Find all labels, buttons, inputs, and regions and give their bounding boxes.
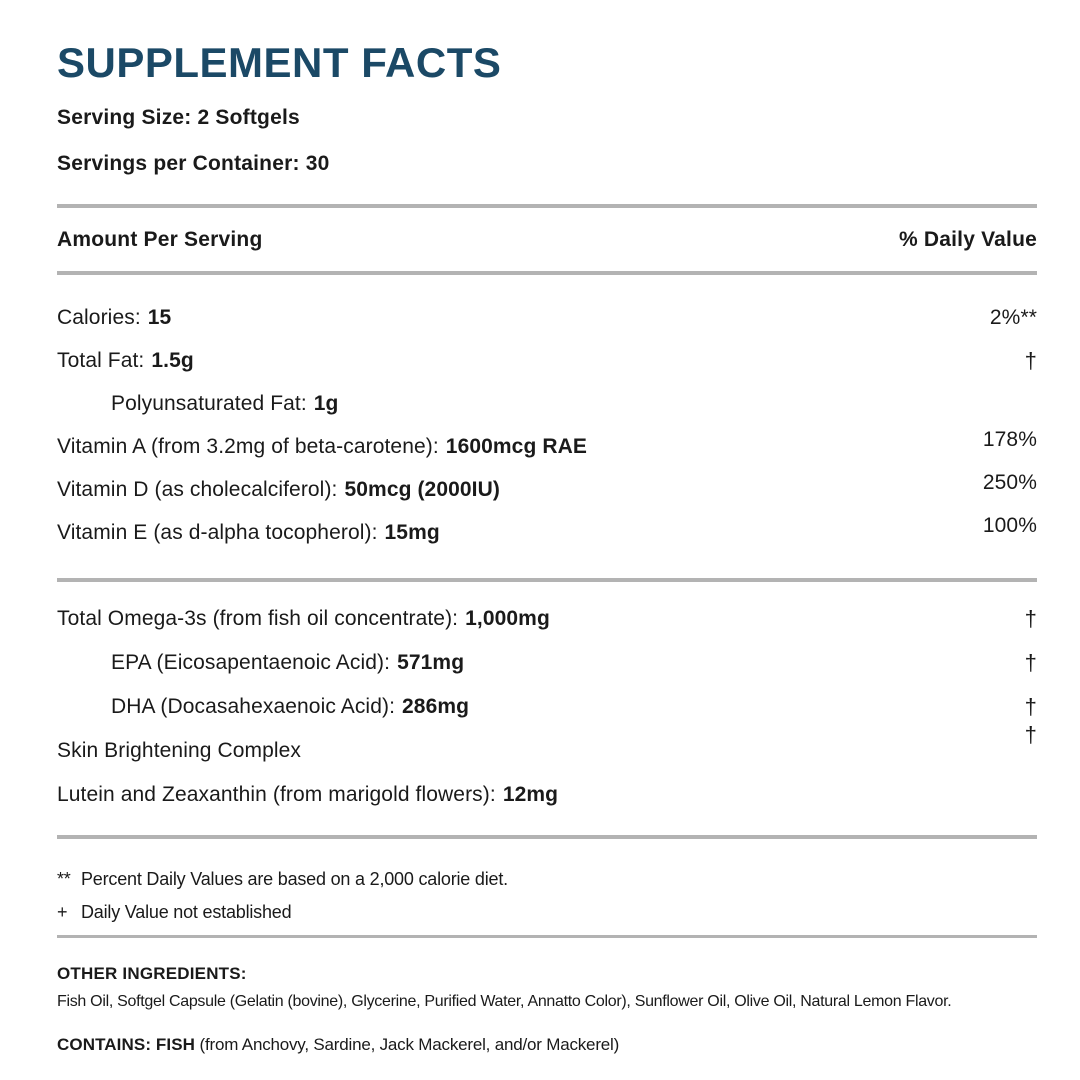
daily-value: † [1024, 650, 1037, 676]
daily-value: 250% [982, 471, 1037, 495]
nutrient-text [57, 339, 194, 382]
table-row-vitamin-a [57, 425, 1037, 468]
daily-value: † [1024, 606, 1037, 632]
nutrient-value: 50mcg (2000IU) [344, 478, 500, 502]
nutrient-text [57, 425, 587, 468]
nutrient-text [57, 296, 171, 339]
nutrient-label: Skin Brightening Complex [57, 739, 302, 763]
nutrient-value: 1.5g [151, 349, 194, 373]
nutrient-text [111, 685, 469, 729]
footnotes [57, 839, 1037, 929]
nutrient-label: Total Fat: [57, 349, 145, 373]
divider [57, 935, 1037, 938]
nutrient-text [57, 729, 308, 773]
daily-value: 100% [982, 514, 1037, 538]
page-title: SUPPLEMENT FACTS [57, 39, 502, 86]
table-row-total-fat [57, 339, 1037, 382]
footnote-text: Percent Daily Values are based on a 2,000 calorie diet. [81, 869, 508, 890]
nutrient-label: Vitamin A (from 3.2mg of beta-carotene): [57, 435, 439, 459]
daily-value: 2%** [989, 306, 1037, 330]
nutrient-label: Lutein and Zeaxanthin (from marigold flowers): [57, 783, 496, 807]
table-row-calories [57, 296, 1037, 339]
nutrient-value: 286mg [402, 695, 470, 719]
supplement-facts-panel [57, 0, 1037, 1055]
nutrient-label: Vitamin D (as cholecalciferol): [57, 478, 338, 502]
nutrient-label: Total Omega-3s (from fish oil concentrate): [57, 607, 459, 631]
daily-value-header: % Daily Value [898, 228, 1037, 252]
daily-value: 178% [982, 428, 1037, 452]
nutrient-text [57, 597, 550, 641]
nutrient-value: 1,000mg [465, 607, 550, 631]
footnote-marker: + [57, 902, 68, 923]
servings-per-container-line: Servings per Container: 30 [57, 152, 330, 176]
allergen-detail: (from Anchovy, Sardine, Jack Mackerel, and/or Mackerel) [195, 1035, 620, 1055]
allergen-bold: CONTAINS: FISH [57, 1035, 196, 1055]
nutrient-label: EPA (Eicosapentaenoic Acid): [111, 651, 391, 675]
nutrient-label: Calories: [57, 306, 141, 330]
footnote-dv-not-established [57, 896, 1037, 929]
allergen-statement [57, 1034, 1037, 1055]
nutrient-value: 1g [313, 392, 339, 416]
nutrient-label: Vitamin E (as d-alpha tocopherol): [57, 521, 378, 545]
nutrient-text [111, 382, 339, 425]
table-row-vitamin-e [57, 511, 1037, 554]
other-ingredients-section [57, 964, 1037, 1013]
nutrient-rows-main [57, 275, 1037, 554]
other-ingredients-heading: OTHER INGREDIENTS: [57, 964, 247, 984]
nutrient-value: 12mg [502, 783, 559, 807]
nutrient-value: 15mg [384, 521, 440, 545]
nutrient-text [57, 511, 440, 554]
daily-value: † [1024, 694, 1037, 720]
amount-per-serving-header: Amount Per Serving [57, 228, 263, 252]
table-row-total-omega3 [57, 597, 1037, 641]
nutrient-rows-omega [57, 582, 1037, 817]
table-row-vitamin-d [57, 468, 1037, 511]
table-row-polyunsaturated-fat [57, 382, 1037, 425]
serving-size-line: Serving Size: 2 Softgels [57, 106, 300, 129]
nutrient-label: Polyunsaturated Fat: [111, 392, 307, 416]
nutrient-value: 571mg [397, 651, 465, 675]
daily-value: † [1024, 348, 1037, 374]
table-row-skin-brightening-complex [57, 722, 1037, 773]
nutrient-text [57, 468, 500, 511]
footnote-daily-values [57, 863, 1037, 896]
nutrient-value: 15 [147, 306, 172, 330]
footnote-marker: ** [57, 869, 71, 890]
nutrient-text [111, 641, 464, 685]
nutrient-value: 1600mcg RAE [445, 435, 587, 459]
other-ingredients-list: Fish Oil, Softgel Capsule (Gelatin (bovine), Glycerine, Purified Water, Annatto Color), Sunflower Oil, Olive Oil, Natural Lemon Flavor. [57, 993, 952, 1011]
nutrient-text [57, 773, 558, 817]
daily-value: † [1024, 722, 1037, 748]
nutrient-label: DHA (Docasahexaenoic Acid): [111, 695, 396, 719]
table-row-epa [57, 641, 1037, 685]
table-row-dha [57, 685, 1037, 729]
table-row-lutein-zeaxanthin [57, 773, 1037, 817]
table-header-row [57, 208, 1037, 271]
footnote-text: Daily Value not established [81, 902, 292, 923]
